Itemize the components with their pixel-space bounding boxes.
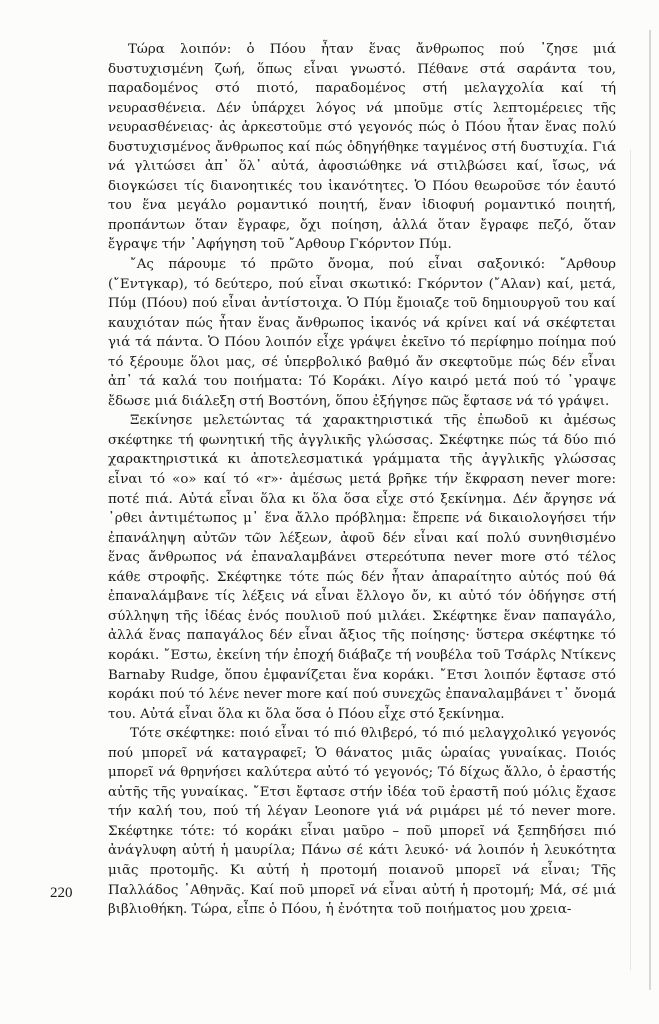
scan-shadow-edge [649, 30, 651, 990]
paragraph-2: ῎Ας πάρουμε τό πρῶτο ὄνομα, πού εἶναι σαξονικό: ῎Αρθουρ (῎Εντγκαρ), τό δεύτερο, πού εἶναι σκωτικό: Γκόρντον (῎Αλαν) καί, μετά, Πύμ (Πόου) πού εἶναι ἀντίστοιχα. Ὁ Πύμ ἔμοιαζε τοῦ δημιουργοῦ του καί καυχιόταν πώς ἦταν ἕνας ἄνθρωπος ἱκανός νά κρίνει καί νά σκέφτεται γιά τά πάντα. Ὁ Πόου λοιπόν εἶχε γράψει ἐκεῖνο τό περίφημο ποίημα πού τό ξέρουμε ὅλοι μας, σέ ὑπερβολικό βαθμό ἄν σκεφτοῦμε πώς δέν εἶναι ἀπ᾽ τά καλά του ποιήματα: Τό Κοράκι. Λίγο καιρό μετά πού τό ᾽γραψε ἔδωσε μιά διάλεξη στή Βοστόνη, ὅπου ἐξήγησε πῶς ἔφτασε νά τό γράψει. [108, 257, 616, 409]
paragraph-1: Τώρα λοιπόν: ὁ Πόου ἦταν ἕνας ἄνθρωπος πού ᾽ζησε μιά δυστυχισμένη ζωή, ὅπως εἶναι γνωστό. Πέθανε στά σαράντα του, παραδομένος στό πιοτό, παραδομένος στή μελαγχολία καί τή νευρασθένεια. Δέν ὑπάρχει λόγος νά μποῦμε στίς λεπτομέρειες τῆς νευρασθένειας· ἀς ἀρκεστοῦμε στό γεγονός πώς ὁ Πόου ἦταν ἕνας πολύ δυστυχισμένος ἄνθρωπος καί πώς ὁδηγήθηκε ταγμένος στή δυστυχία. Γιά νά γλιτώσει ἀπ᾽ ὅλ᾽ αὐτά, ἀφοσιώθηκε νά στιλβώσει καί, ἴσως, νά διογκώσει τίς διανοητικές του ἱκανότητες. Ὁ Πόου θεωροῦσε τόν ἑαυτό του ἕνα μεγάλο ρομαντικό ποιητή, ἕναν ἰδιοφυή ρομαντικό ποιητή, προπάντων ὅταν ἔγραφε, ὄχι ποίηση, ἀλλά ὅταν ἔγραφε πεζό, ὅταν ἔγραψε τήν ᾽Αφήγηση τοῦ ῎Αρθουρ Γκόρντον Πύμ. [108, 42, 616, 253]
body-text [108, 40, 616, 920]
scan-fold-line [630, 150, 631, 970]
page-number: 220 [50, 885, 73, 901]
paragraph-3: Ξεκίνησε μελετώντας τά χαρακτηριστικά τῆς ἐπωδοῦ κι ἀμέσως σκέφτηκε τή φωνητική τῆς ἀγγλικῆς γλώσσας. Σκέφτηκε πώς τά δύο πιό χαρακτηριστικά κι ἀποτελεσματικά γράμματα τῆς ἀγγλικῆς γλώσσας εἶναι τό «ο» καί τό «r»· ἀμέσως μετά βρῆκε τήν ἔκφραση never more: ποτέ πιά. Αὐτά εἶναι ὅλα κι ὅλα ὅσα εἶχε στό ξεκίνημα. Δέν ἄργησε νά ᾽ρθει ἀντιμέτωπος μ᾽ ἕνα ἄλλο πρόβλημα: ἔπρεπε νά δικαιολογήσει τήν ἐπανάληψη αὐτῶν τῶν λέξεων, ἀφοῦ δέν εἶναι καί πολύ συνηθισμένο ἕνας ἄνθρωπος νά ἐπαναλαμβάνει στερεότυπα never more στό τέλος κάθε στροφῆς. Σκέφτηκε τότε πώς δέν ἦταν ἀπαραίτητο αὐτός πού θά ἐπαναλάμβανε τίς λέξεις νά εἶναι ἔλλογο ὄν, κι αὐτό τόν ὁδήγησε στή σύλληψη τῆς ἰδέας ἑνός πουλιοῦ πού μιλάει. Σκέφτηκε ἕναν παπαγάλο, ἀλλά ἕνας παπαγάλος δέν εἶναι ἄξιος τῆς ποίησης· ὕστερα σκέφτηκε τό κοράκι. ῎Εστω, ἐκείνη τήν ἐποχή διάβαζε τή νουβέλα τοῦ Τσάρλς Ντίκενς Barnaby Rudge, ὅπου ἐμφανίζεται ἕνα κοράκι. ῎Ετσι λοιπόν ἔφτασε στό κοράκι πού τό λένε never more καί πού συνεχῶς ἐπαναλαμβάνει τ᾽ ὄνομά του. Αὐτά εἶναι ὅλα κι ὅλα ὅσα ὁ Πόου εἶχε στό ξεκίνημα. [108, 413, 616, 722]
paragraph-4: Τότε σκέφτηκε: ποιό εἶναι τό πιό θλιβερό, τό πιό μελαγχολικό γεγονός πού μπορεῖ νά καταγραφεῖ; Ὁ θάνατος μιᾶς ὡραίας γυναίκας. Ποιός μπορεῖ νά θρηνήσει καλύτερα αὐτό τό γεγονός; Τό δίχως ἄλλο, ὁ ἐραστής αὐτῆς τῆς γυναίκας. ῎Ετσι ἔφτασε στήν ἰδέα τοῦ ἐραστῆ πού μόλις ἔχασε τήν καλή του, πού τή λέγαν Leonore γιά νά ριμάρει μέ τό never more. Σκέφτηκε τότε: τό κοράκι εἶναι μαῦρο – ποῦ μπορεῖ νά ξεπηδήσει πιό ἀνάγλυφη αὐτή ἡ μαυρίλα; Πάνω σέ κάτι λευκό· νά λοιπόν ἡ λευκότητα μιᾶς προτομῆς. Κι αὐτή ἡ προτομή ποιανοῦ μπορεῖ νά εἶναι; Τῆς Παλλάδος ᾽Αθηνᾶς. Καί ποῦ μπορεῖ νά εἶναι αὐτή ἡ προτομή; Μά, σέ μιά βιβλιοθήκη. Τώρα, εἶπε ὁ Πόου, ἡ ἑνότητα τοῦ ποιήματος μου χρεια- [108, 726, 616, 918]
